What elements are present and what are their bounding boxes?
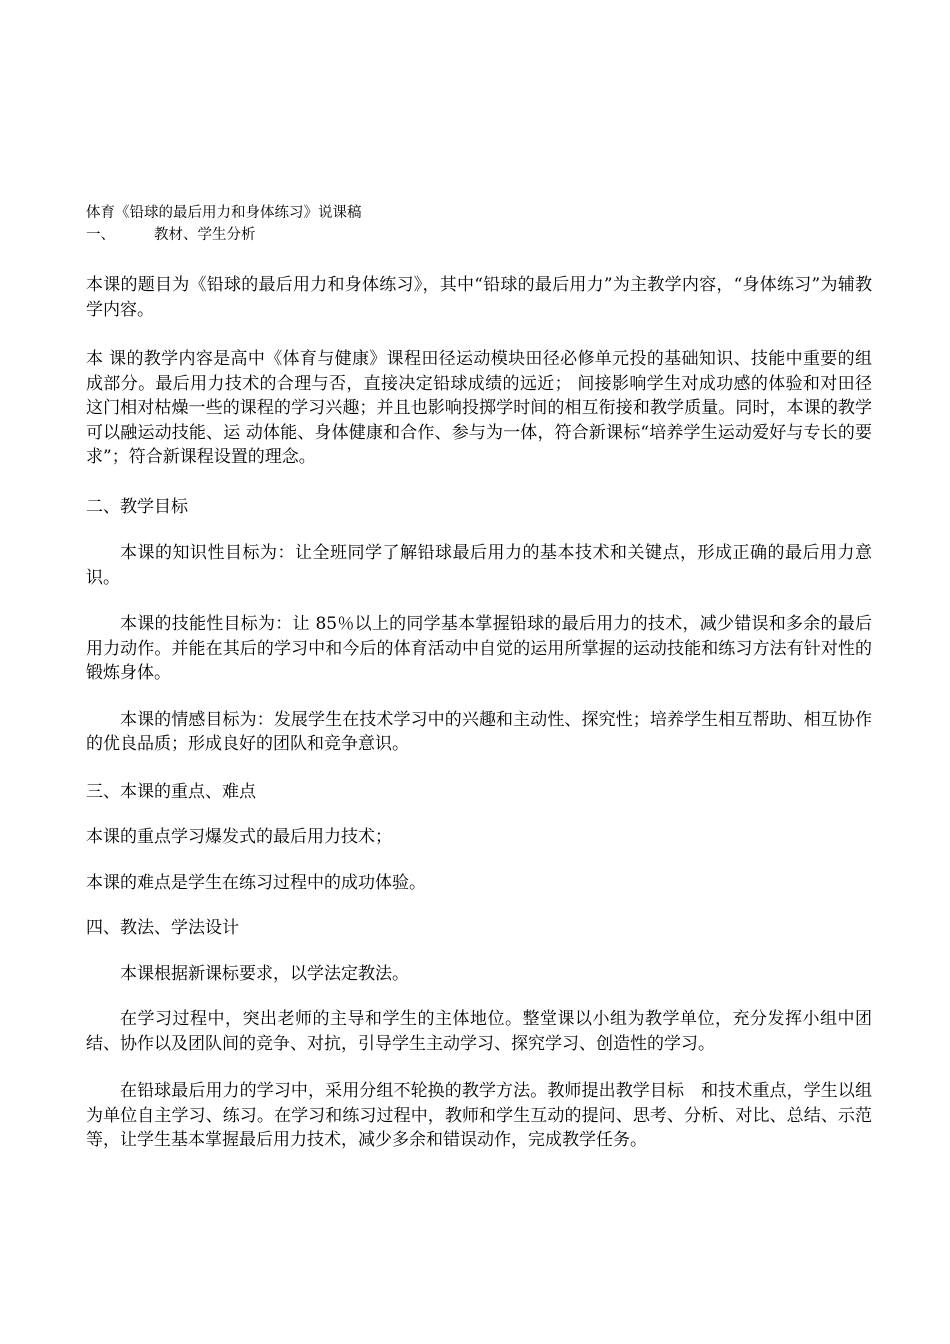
section-1-number: 一、 <box>86 227 115 243</box>
paragraph-key-point: 本课的重点学习爆发式的最后用力技术； <box>86 827 392 847</box>
document-body <box>86 203 872 1153</box>
paragraph-method-intro: 本课根据新课标要求，以学法定教法。 <box>120 963 409 984</box>
section-2-heading: 二、教学目标 <box>86 496 188 517</box>
paragraph-learning-process: 在学习过程中，突出老师的主导和学生的主体地位。整堂课以小组为教学单位，充分发挥小组中团结、协作以及团队间的竞争、对抗，引导学生主动学习、探究学习、创造性的学习。 <box>86 1009 872 1054</box>
section-4-heading: 四、教法、学法设计 <box>86 918 239 938</box>
paragraph-difficulty: 本课的难点是学生在练习过程中的成功体验。 <box>86 872 426 893</box>
paragraph-content: 本 课的教学内容是高中《体育与健康》课程田径运动模块田径必修单元投的基础知识、技能中重要的组成部分。最后用力技术的合理与否，直接决定铅球成绩的远近； 间接影响学生对成功感的体验和对田径这门相对枯燥一些的课程的学习兴趣；并且也影响投掷学时间的相互衔接和教学质量。同时，本课的教学可以融运动技能、运 动体能、身体健康和合作、参与为一体，符合新课标“培养学生运动爱好与专长的要求”；符合新课程设置的理念。 <box>86 349 872 467</box>
section-1-title: 教材、学生分析 <box>154 227 256 243</box>
section-3-heading: 三、本课的重点、难点 <box>86 781 256 802</box>
section-1-heading <box>86 225 872 247</box>
paragraph-skill-goal: 本课的技能性目标为：让 85％以上的同学基本掌握铅球的最后用力的技术，减少错误和多余的最后用力动作。并能在其后的学习中和今后的体育活动中自觉的运用所掌握的运动技能和练习方法有针对性的锻炼身体。 <box>86 614 872 683</box>
paragraph-teaching-method: 在铅球最后用力的学习中，采用分组不轮换的教学方法。教师提出教学目标 和技术重点，学生以组为单位自主学习、练习。在学习和练习过程中，教师和学生互动的提问、思考、分析、对比、总结、示范等，让学生基本掌握最后用力技术，减少多余和错误动作，完成教学任务。 <box>86 1081 872 1150</box>
paragraph-knowledge-goal: 本课的知识性目标为：让全班同学了解铅球最后用力的基本技术和关键点，形成正确的最后用力意识。 <box>86 543 872 588</box>
document-title: 体育《铅球的最后用力和身体练习》说课稿 <box>86 205 362 221</box>
paragraph-emotion-goal: 本课的情感目标为：发展学生在技术学习中的兴趣和主动性、探究性；培养学生相互帮助、相互协作的优良品质；形成良好的团队和竞争意识。 <box>86 709 872 754</box>
paragraph-topic: 本课的题目为《铅球的最后用力和身体练习》，其中“铅球的最后用力”为主教学内容，“身体练习”为辅教学内容。 <box>86 275 872 320</box>
